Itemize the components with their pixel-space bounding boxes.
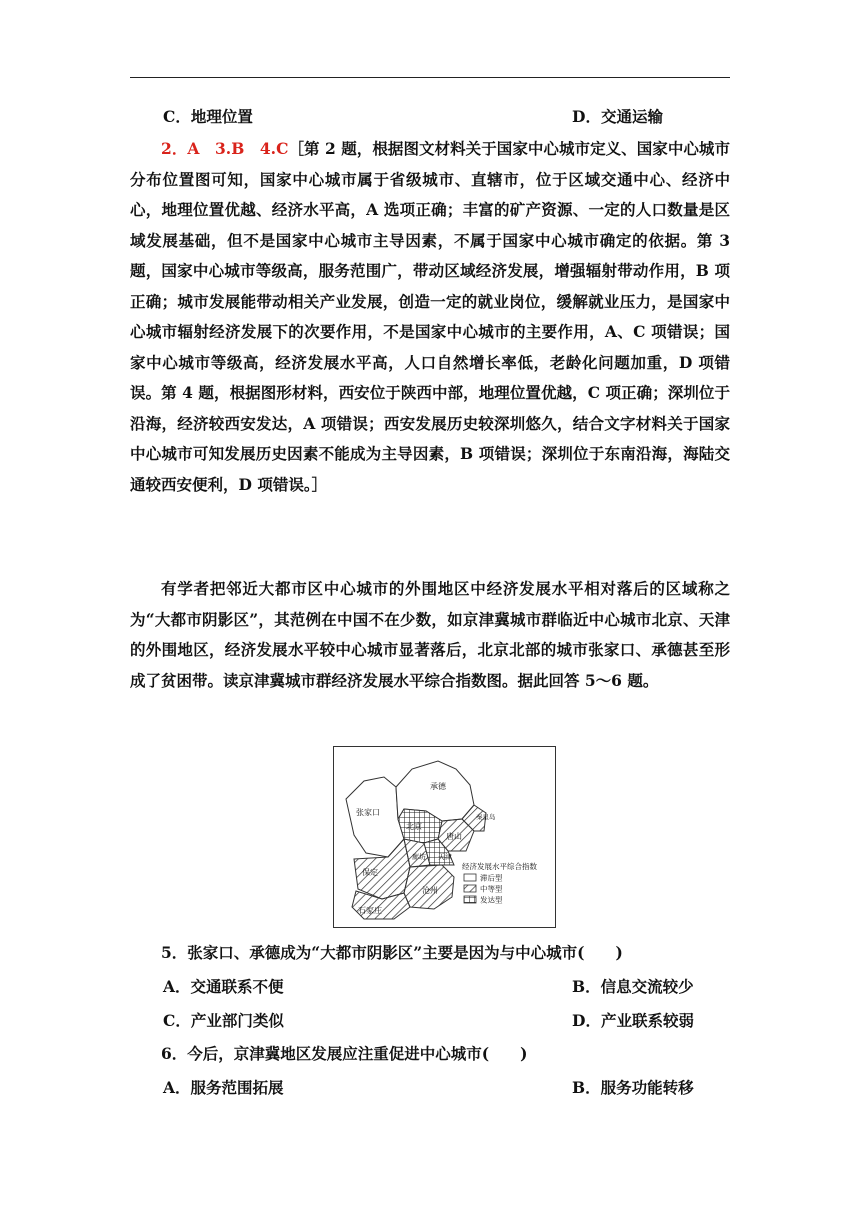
legend-item-developed: 发达型 — [480, 895, 503, 905]
question-5-stem: 5．张家口、承德成为“大都市阴影区”主要是因为与中心城市( ) — [161, 943, 623, 962]
label-qinhuangdao: 秦皇岛 — [476, 813, 496, 821]
question-6-stem: 6．今后，京津冀地区发展应注重促进中心城市( ) — [161, 1044, 528, 1063]
option-c-location: C．地理位置 — [163, 107, 253, 126]
answer-explanation — [130, 134, 730, 500]
label-baoding: 保定 — [362, 868, 378, 877]
q5-option-b: B．信息交流较少 — [572, 977, 694, 996]
map-legend — [462, 861, 537, 905]
q5-option-d: D．产业联系较弱 — [572, 1011, 694, 1030]
q6-row-1 — [130, 1077, 694, 1099]
zhangjiakou-region — [346, 777, 404, 857]
q5-option-c: C．产业部门类似 — [163, 1011, 284, 1030]
label-cangzhou: 沧州 — [422, 886, 438, 895]
label-langfang: 廊坊 — [412, 853, 426, 861]
option-row-top — [130, 106, 663, 128]
q6-option-a: A．服务范围拓展 — [163, 1078, 284, 1097]
q6-option-b: B．服务功能转移 — [572, 1078, 694, 1097]
label-tianjin: 天津 — [438, 853, 452, 861]
label-chengde: 承德 — [430, 782, 446, 791]
legend-title: 经济发展水平综合指数 — [462, 862, 537, 871]
q5-row-2 — [130, 1010, 694, 1032]
legend-item-lagging: 滞后型 — [480, 873, 503, 883]
label-beijing: 北京 — [406, 822, 422, 831]
answer-keys: 2．A 3.B 4.C — [161, 139, 289, 158]
label-shijiazhuang: 石家庄 — [358, 906, 382, 915]
header-rule — [130, 77, 730, 78]
label-tangshan: 唐山 — [446, 832, 462, 841]
label-zhangjiakou: 张家口 — [356, 808, 380, 817]
option-d-transport: D．交通运输 — [572, 107, 663, 126]
legend-item-medium: 中等型 — [480, 884, 503, 894]
q5-row-1 — [130, 976, 694, 998]
q5-option-a: A．交通联系不便 — [163, 977, 284, 996]
answer-text: ［第 2 题，根据图文材料关于国家中心城市定义、国家中心城市分布位置图可知，国家中心城市属于省级城市、直辖市，位于区域交通中心、经济中心，地理位置优越、经济水平高，A 选项正确；丰富的矿产资源、一定的人口数量是区域发展基础，但不是国家中心城市主导因素，不属于国家中心城市确定的依据。第 3 题，国家中心城市等级高，服务范围广，带动区域经济发展，增强辐射带动作用，B 项正确；城市发展能带动相关产业发展，创造一定的就业岗位，缓解就业压力，是国家中心城市辐射经济发展下的次要作用，不是国家中心城市的主要作用，A、C 项错误；国家中心城市等级高，经济发展水平高，人口自然增长率低，老龄化问题加重，D 项错误。第 4 题，根据图形材料，西安位于陕西中部，地理位置优越，C 项正确；深圳位于沿海，经济较西安发达，A 项错误；西安发展历史较深圳悠久，结合文字材料关于国家中心城市可知发展历史因素不能成为主导因素，B 项错误；深圳位于东南沿海，海陆交通较西安便利，D 项错误。］ — [130, 139, 730, 494]
reading-passage: 有学者把邻近大都市区中心城市的外围地区中经济发展水平相对落后的区域称之为“大都市阴影区”，其范例在中国不在少数，如京津冀城市群临近中心城市北京、天津的外围地区，经济发展水平较中心城市显著落后，北京北部的城市张家口、承德甚至形成了贫困带。读京津冀城市群经济发展水平综合指数图。据此回答 5～6 题。 — [130, 579, 730, 690]
jjj-economic-index-map — [333, 746, 556, 928]
